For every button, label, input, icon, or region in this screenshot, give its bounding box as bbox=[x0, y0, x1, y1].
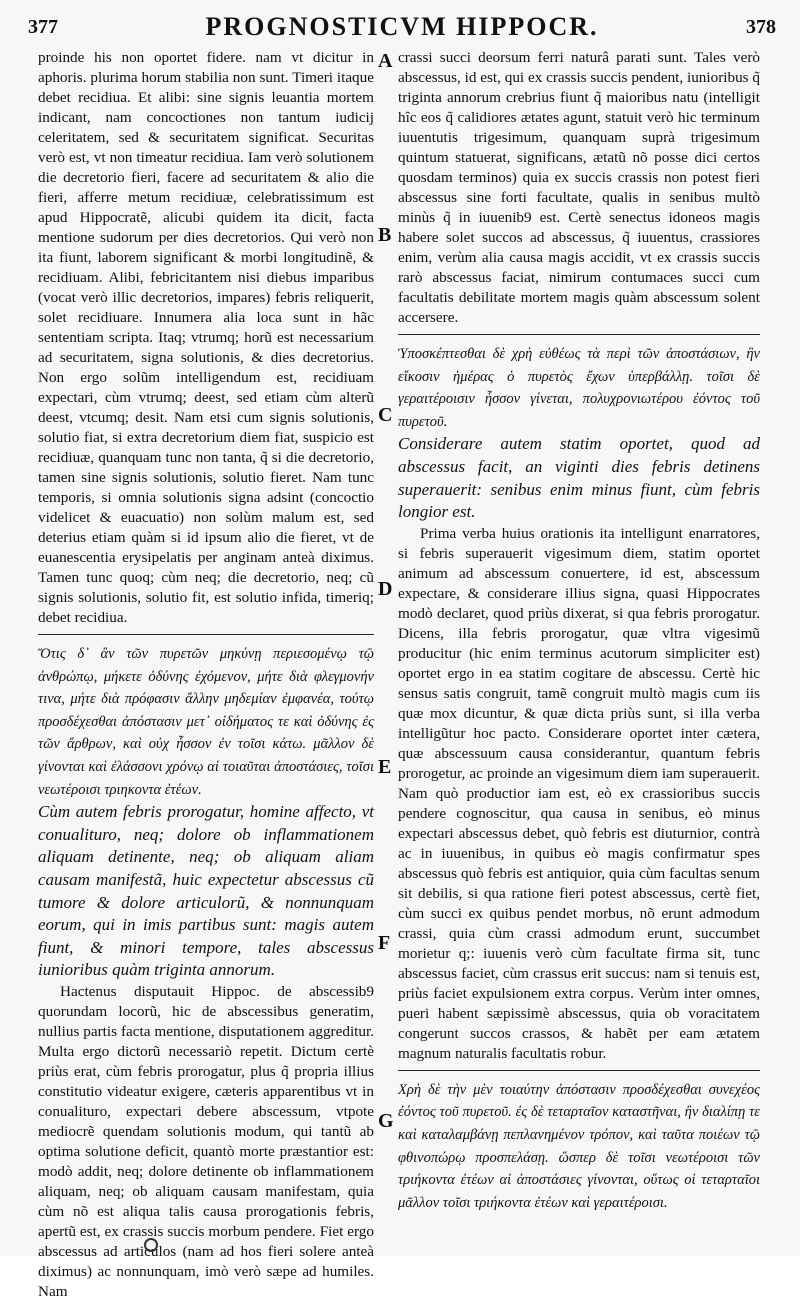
latin-translation: Cùm autem febris prorogatur, homine affecto, vt conualituro, neq; dolore ob inflammationem aliquam detinente, neq; ob aliquam aliam causam manifestã, huic expectetur abscessus cũ tumore & dolore articulorũ, & nonnunquam eorum, qui in imis partibus sunt: magis autem fiunt, & minori tempore, tales abscessus iunioribus quàm triginta annorum. bbox=[38, 802, 374, 980]
margin-letter-e: E bbox=[378, 756, 392, 778]
margin-letter-a: A bbox=[378, 50, 393, 72]
library-stamp-mark bbox=[144, 1238, 158, 1252]
left-commentary-paragraph-2: Hactenus disputauit Hippoc. de abscessib9 quorundam locorũ, hic de abscessibus generatim, nullius partis facta mentione, disputationem aggreditur. Multa ergo dictorũ necessariò repetit. Dictum certè priùs erat, cùm febris prorogatur, plus q̃ propria illius constitutio videatur exigere, cæteris apparentibus vt in conualituro, expectari debere abscessum, vtpote mediocrẽ quendam solutionis modum, qui tantũ ab optima solutione deficit, quantò morte præstantior est: modò addit, neq; dolore detinente ob inflammationem aliquam, neq; ob aliquam causam manifestam, quia cùm nõ est aliqua talis causa prorogationis febris, apertũ est, ex crassis succis morbum pendere. Fiet ergo abscessus ad articulos (nam ad hos fieri solere anteà diximus) ac nonnunquam, imò verò sæpe ad humiles. Nam bbox=[38, 982, 374, 1300]
section-rule bbox=[398, 1070, 760, 1071]
running-title: PROGNOSTICVM HIPPOCR. bbox=[205, 12, 599, 41]
left-column bbox=[38, 48, 374, 1302]
margin-letter-f: F bbox=[378, 932, 391, 954]
page-number-right: 378 bbox=[746, 16, 776, 38]
greek-aphorism: Ὅτις δ᾽ ἂν τῶν πυρετῶν μηκύνῃ περιεσομένῳ τῷ ἀνθρώπῳ, μήκετε ὀδύνης ἐχόμενον, μήτε διὰ φλεγμονήν τινα, μήτε διὰ πρόφασιν ἄλλην μηδεμίαν ἐμφανέα, τούτῳ προσδέχεσθαι ἀπόστασιν μετ᾽ οἰδήματος τε καὶ ὀδύνης ἐς τῶν ἄρθρων, καὶ οὐχ ἧσσον ἐν τοῖσι κάτω. μᾶλλον δὲ γίνονται καὶ ἐλάσσονι χρόνῳ αἱ τοιαῦται ἀποστάσιες, τοῖσι νεωτέροισι τριηκοντα ἐτέων. bbox=[38, 646, 374, 798]
greek-aphorism: Ὑποσκέπτεσθαι δὲ χρὴ εὐθέως τὰ περὶ τῶν ἀποστάσιων, ἢν εἴκοσιν ἡμέρας ὁ πυρετὸς ἔχων ὑπερβάλλῃ. τοῖσι δὲ γεραιτέροισιν ἧσσον γίνεται, πολυχρονιωτέρου ἐόντος τοῦ πυρετοῦ. bbox=[398, 346, 760, 430]
left-commentary-paragraph: proinde his non oportet fidere. nam vt dicitur in aphoris. plurima horum stabilia non sunt. Timeri itaque debet recidiua. Et alibi: sine signis leuantia mortem indicant, nam concoctiones non tantum iudicij celeritatem, sed & securitatem significat. Securitas verò est, vt non timeatur recidiua. Iam verò solutionem die decretorio fieri, facere ad securitatem & alio die fieri, afferre metum recidiuæ, celebratissimum est apud Hippocratẽ, alicubi quidem ita dicit, facta mentione sudorum per dies decretorios. Qui verò non ita fiunt, laborem significant & morbi longitudinẽ, & recidiuam. Alibi, febricitantem nisi diebus imparibus (vocat verò illic decretorios, impares) febris reliquerit, solet recidiuare. Innumera alia loca sunt in hãc sententiam scripta. Itaq; vtrumq; horũ est necessarium ad securitatem, signa solutionis, & dies decretorius. Non ergo solũm intelligendum est, recidiuam expectari, cùm vtrumq; deest, sed etiam cùm alterũ deest, vtcumq; desit. Nam etsi cum signis solutionis, solutio fiat, si extra decretorium diem fiat, suspicio est recidiuæ, quanquam tunc non tanta, q̃ si die decretorio, tamen sine signis solutionis, solutio fieret. Nam tunc temporis, si omnia solutionis signa adsint (concoctio videlicet & euacuatio) non solùm malum est, sed deterius etiam quàm si id ipsum alio die fieret, vt de euanescentia erysipelatis per anginam anteà diximus. Tamen tunc quoq; cùm neq; die decretorio, neq; cũ signis solutionis, solutio fit, est solutio infida, timeriq; debet recidiua. bbox=[38, 49, 374, 626]
right-commentary-paragraph: crassi succi deorsum ferri naturâ parati sunt. Tales verò abscessus, id est, qui ex crassis succis pendent, iunioribus q̃ triginta annorum crebrius fiunt q̃ maioribus natu (intelligit hîc eos q̃ calidiores ætates agunt, statuit verò hic terminum iuuentutis trigesimum, quanquam suprà trigesimum quintum statuerat, significans, ætatũ nõ posse dici certos quosdam terminos) quia ex succis crassis non potest fieri abscessus sine forti facultate, qualis in senibus multò minùs q̃ in iuuenib9 est. Certè senectus idoneos magis habere solet succos ad abscessus, q̃ iuuentus, crassiores enim, verùm alia causa magis accidit, vt ex crassis succis rarò abscessus faciat, nimirum contumaces succi cum facultatis debilitate mortem magis quàm abscessum solent accersere. bbox=[398, 49, 760, 326]
running-header bbox=[20, 12, 784, 48]
greek-aphorism-2: Χρὴ δὲ τὴν μὲν τοιαύτην ἀπόστασιν προσδέχεσθαι συνεχέος ἐόντος τοῦ πυρετοῦ. ἐς δὲ τεταρταῖον καταστῆναι, ἢν διαλίπῃ τε καὶ καταλαμβάνῃ πεπλανημένον τρόπον, καὶ ταῦτα ποιέων τῷ φθινοπώρῳ προσπελάσῃ. ὥσπερ δὲ τοῖσι νεωτέροισι τῶν τριήκοντα ἐτέων αἱ ἀποστάσιες γίνονται, οὕτως οἱ τεταρταῖοι μᾶλλον τοῖσι τριήκοντα ἐτέων καὶ γεραιτέροισι. bbox=[398, 1081, 760, 1211]
section-rule bbox=[398, 334, 760, 335]
right-column bbox=[398, 48, 760, 1214]
latin-translation: Considerare autem statim oportet, quod ad abscessus facit, an viginti dies febris detinens superauerit: senibus enim minus fiunt, cùm febris longior est. bbox=[398, 434, 760, 522]
page-number-left: 377 bbox=[28, 16, 58, 38]
right-commentary-paragraph-2: Prima verba huius orationis ita intelligunt enarratores, si febris superauerit vigesimum diem, statim oportet animum ad abscessum conuertere, id est, abscessum expectare, & considerare illius signa, quasi Hippocrates modò declaret, quod priùs dixerat, si qua febris prorogatur. Dicens, illa febris prorogatur, quæ vltra vigesimũ producitur (hic enim terminus acutorum simpliciter est) oportet ergo in ea statim cogitare de abscessu. Certè hic sensus satis congruit, tamẽ congruit multò magis cum iis quæ mox dicuntur, & quæ dicta priùs sunt, si illa verba intelligũtur hoc pacto. Considerare oportet inter cætera, quæ abscessuum causa considerantur, quantum febris prorogetur, ac proinde an vigesimum diem iam superauerit. Nam quò productior iam est, eò ex crassioribus succis pendere cognoscitur, qua causa in senibus, eò minus expectari abscessus debet, quò febris est diuturnior, contrà ac in iuuenibus, in quibus eò magis confirmatur spes abscessus quò febris est antiquior, quia cùm facultas senum sit debilis, si qua ratione fieri potest abscessus, certè fiet, cùm succi ex quibus pendet morbus, nõ erunt admodum crassi, quia cùm crassi admodum erunt, succumbet morietur q;: iuuenis verò cùm facultate firma sit, tunc abscessus faciet, cùm crassus erit succus: nam si tenuis est, priùs faciet expulsionem extra corpus. Verùm inter omnes, pueri habent sæpissimè abscessus, quia ob voracitatem congerunt succos crassos, & habẽt per eam ætatem magnum naturalis facultatis robur. bbox=[398, 524, 760, 1062]
section-rule bbox=[38, 634, 374, 635]
margin-letter-g: G bbox=[378, 1110, 394, 1132]
margin-letter-c: C bbox=[378, 404, 393, 426]
margin-letter-b: B bbox=[378, 224, 392, 246]
margin-letter-d: D bbox=[378, 578, 393, 600]
